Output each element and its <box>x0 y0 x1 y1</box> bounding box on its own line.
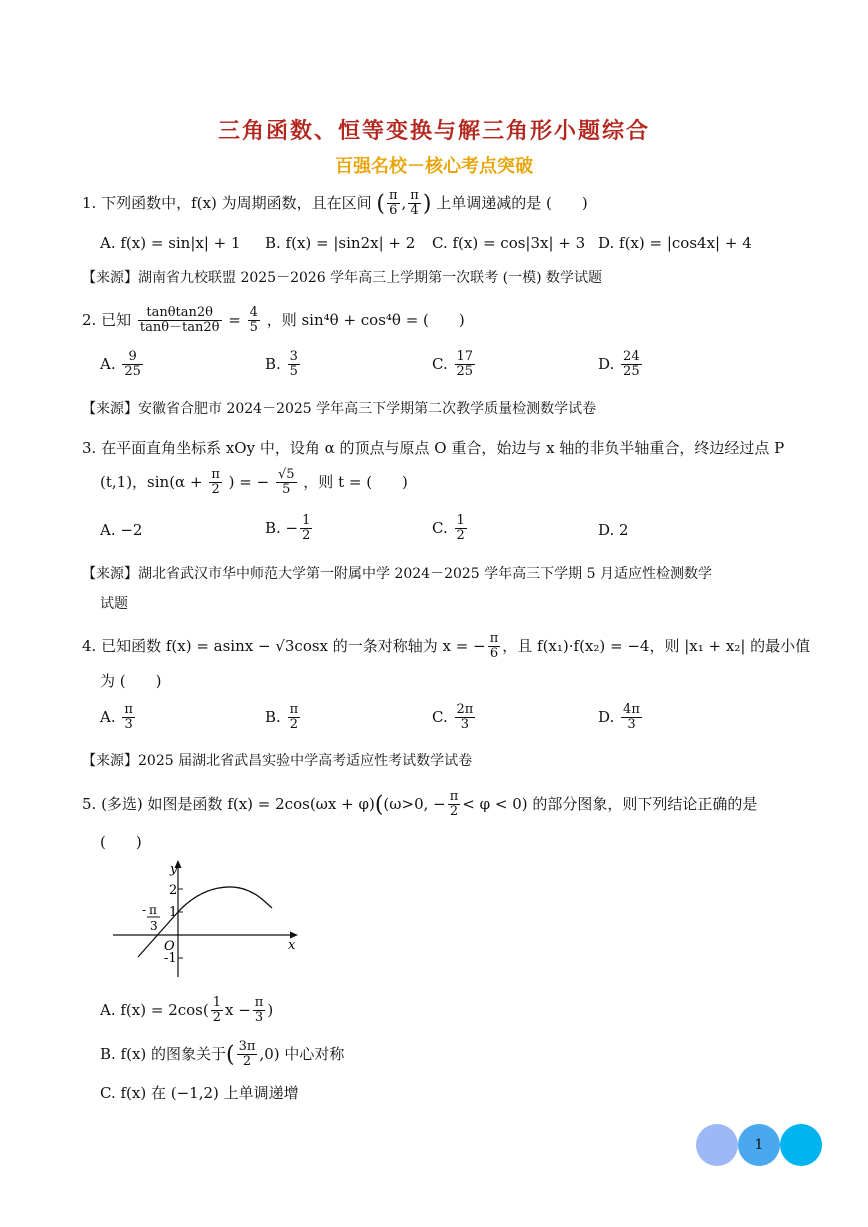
question-2-option-a: A. $\frac{9}{25}$ <box>100 349 141 380</box>
question-4-option-c: C. $\frac{2\pi}{3}$ <box>432 702 474 733</box>
question-1-stem: 1. 下列函数中，f(x) 为周期函数，且在区间 ( $\frac{\pi}{6}$ , $\frac{\pi}{4}$ ) 上单调递减的是 ( ) <box>82 188 588 219</box>
question-3-source-line1: 【来源】湖北省武汉市华中师范大学第一附属中学 2024－2025 学年高三下学期 5 月适应性检测数学 <box>82 566 712 582</box>
tick-label-1: 1 <box>169 905 178 920</box>
question-2-stem: 2. 已知 $\frac{\tan\theta\tan 2\theta}{\tan\theta-\tan 2\theta}$ = $\frac{4}{5}$ ，则 sin⁴θ + cos⁴θ = ( ) <box>82 305 465 336</box>
question-4-option-a: A. $\frac{\pi}{3}$ <box>100 702 133 733</box>
question-2-option-b: B. $\frac{3}{5}$ <box>265 349 298 380</box>
document-title: 三角函数、恒等变换与解三角形小题综合 <box>217 118 650 144</box>
question-1-option-c: C. f(x) = cos|3x| + 3 <box>432 234 586 252</box>
question-5-option-c: C. f(x) 在 (−1,2) 上单调递增 <box>100 1084 299 1102</box>
question-5-stem-line1: 5. (多选) 如图是函数 f(x) = 2cos(ωx + φ)((ω>0, − $\frac{\pi}{2}$ < φ < 0) 的部分图象，则下列结论正确的是 <box>82 789 758 820</box>
y-axis-label: y <box>170 862 178 877</box>
three-label: 3 <box>150 919 158 933</box>
question-3-option-c: C. $\frac{1}{2}$ <box>432 513 465 544</box>
question-5-option-a: A. f(x) = 2cos( $\frac{1}{2}$ x − $\frac{\pi}{3}$ ) <box>100 995 274 1026</box>
question-2-option-c: C. $\frac{17}{25}$ <box>432 349 474 380</box>
question-1-option-b: B. f(x) = |sin2x| + 2 <box>265 234 416 252</box>
question-3-source-line2: 试题 <box>100 596 128 612</box>
page-number <box>738 1124 780 1166</box>
page-number-text: 1 <box>754 1137 764 1153</box>
neg-sign: - <box>142 903 147 917</box>
question-4-option-d: D. $\frac{4\pi}{3}$ <box>598 702 640 733</box>
tick-label-2: 2 <box>169 883 178 898</box>
question-4-source: 【来源】2025 届湖北省武昌实验中学高考适应性考试数学试卷 <box>82 753 473 769</box>
question-1-option-a: A. f(x) = sin|x| + 1 <box>100 234 241 252</box>
question-4-option-b: B. $\frac{\pi}{2}$ <box>265 702 299 733</box>
question-2-option-d: D. $\frac{24}{25}$ <box>598 349 640 380</box>
question-3-option-b: B. − $\frac{1}{2}$ <box>265 513 311 544</box>
question-3-stem-line2: (t,1)，sin(α + $\frac{\pi}{2}$ ) = − $\frac{√5}{5}$ ，则 t = ( ) <box>100 467 408 498</box>
tick-label-minus-1: -1 <box>164 951 177 966</box>
origin-label: O <box>164 939 175 954</box>
page-circle-left <box>696 1124 738 1166</box>
pi-label: π <box>149 903 157 917</box>
page-circle-right <box>780 1124 822 1166</box>
document-subtitle: 百强名校－核心考点突破 <box>335 156 533 177</box>
x-axis-label: x <box>288 938 296 953</box>
question-5-stem-line2: ( ) <box>100 833 142 851</box>
question-3-option-a: A. −2 <box>100 521 143 539</box>
function-graph <box>108 855 308 980</box>
question-5-option-b: B. f(x) 的图象关于( $\frac{3\pi}{2}$ ,0) 中心对称 <box>100 1039 345 1070</box>
function-curve <box>138 887 272 957</box>
question-2-source: 【来源】安徽省合肥市 2024－2025 学年高三下学期第二次教学质量检测数学试卷 <box>82 401 597 417</box>
question-1-option-d: D. f(x) = |cos4x| + 4 <box>598 234 752 252</box>
question-3-stem-line1: 3. 在平面直角坐标系 xOy 中，设角 α 的顶点与原点 O 重合，始边与 x 轴的非负半轴重合，终边经过点 P <box>82 439 785 457</box>
question-4-stem-line1: 4. 已知函数 f(x) = asinx − √3cosx 的一条对称轴为 x = − $\frac{\pi}{6}$ ，且 f(x₁)·f(x₂) = −4，则 |x₁ + x₂| 的最小值 <box>82 631 811 662</box>
question-3-option-d: D. 2 <box>598 521 629 539</box>
question-1-source: 【来源】湖南省九校联盟 2025－2026 学年高三上学期第一次联考 (一模) 数学试题 <box>82 270 602 286</box>
question-4-stem-line2: 为 ( ) <box>100 672 162 690</box>
